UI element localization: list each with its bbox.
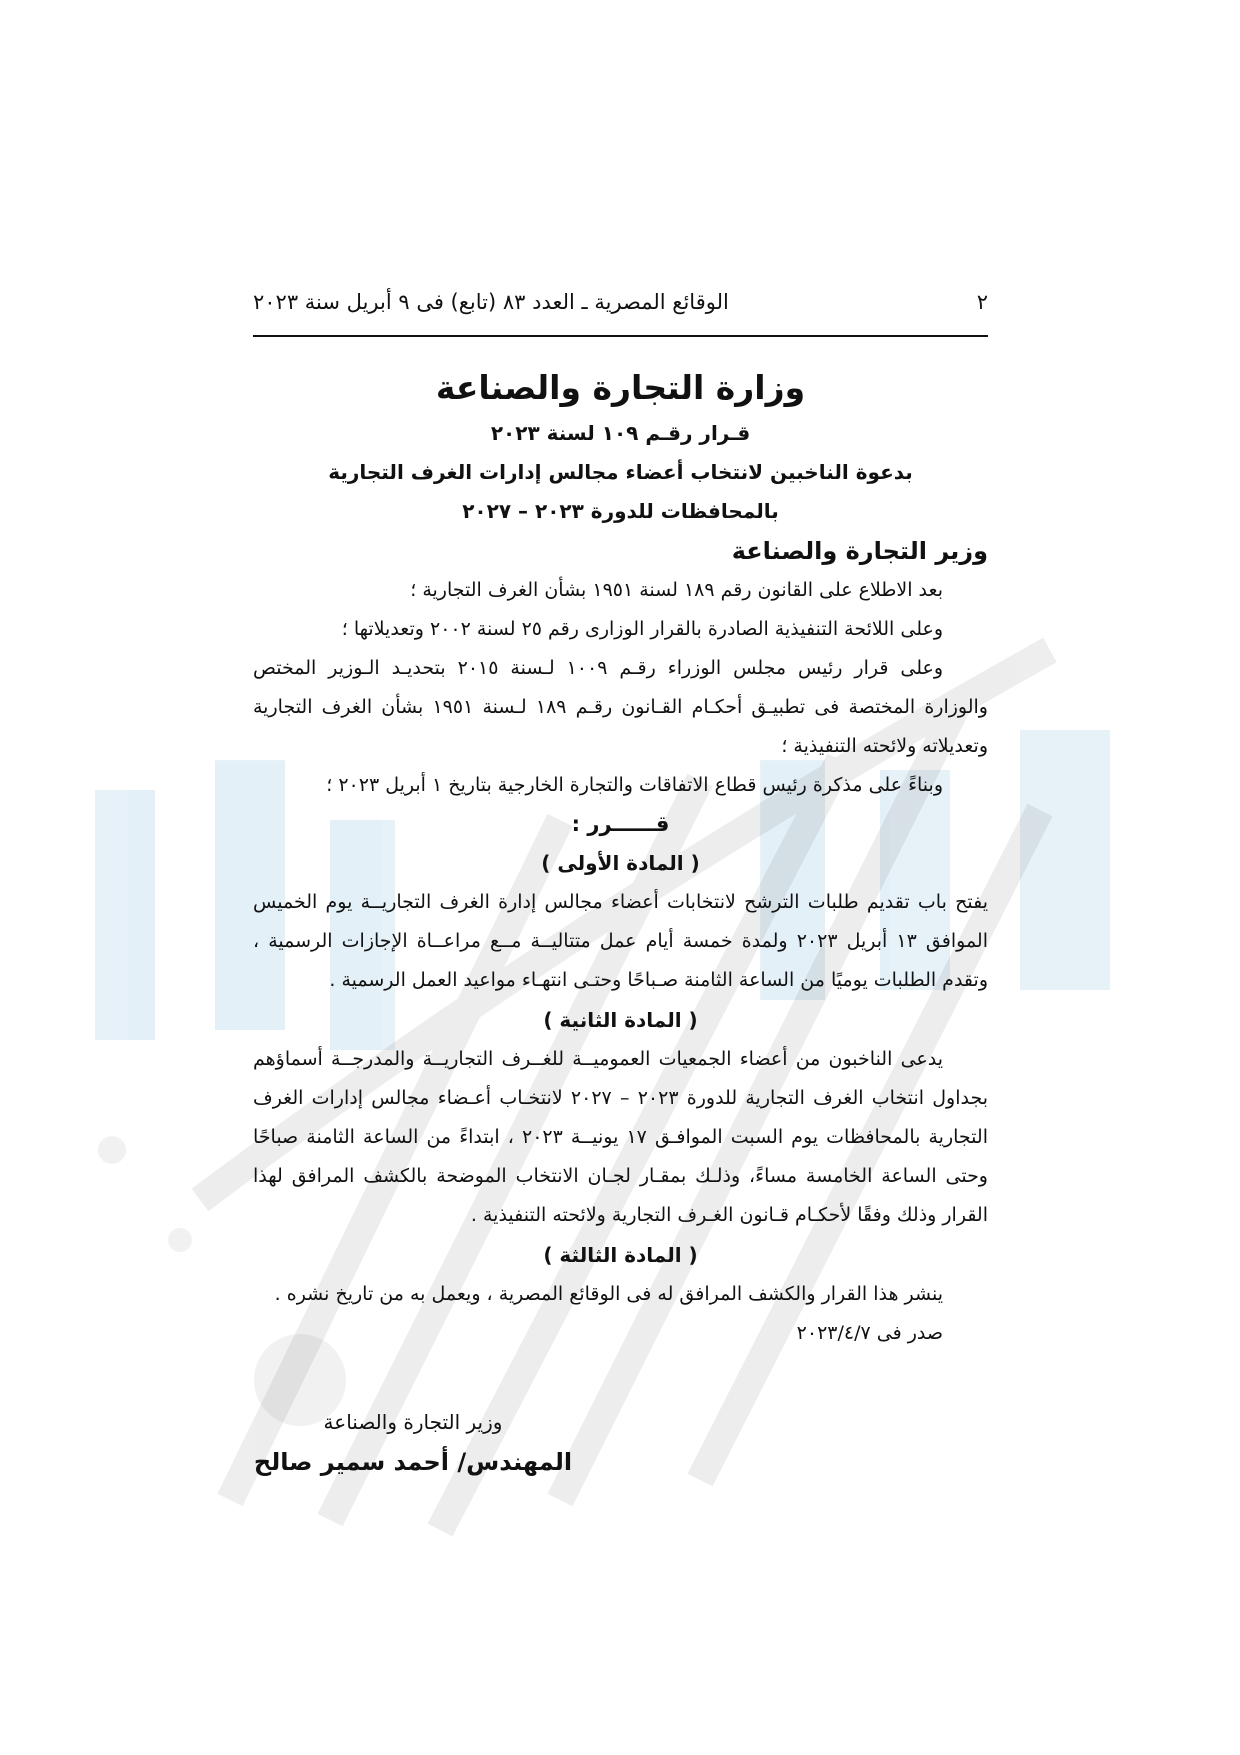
header-rule [253,335,988,337]
article-text: يفتح باب تقديم طلبات الترشح لانتخابات أعضاء مجالس إدارة الغرف التجاريــة يوم الخميس الموافق ١٣ أبريل ٢٠٢٣ ولمدة خمسة أيام عمل متتاليــة مــع مراعــاة الإجازات الرسمية ، وتقدم الطلبات يوميًا من الساعة الثامنة صـباحًا وحتـى انتهـاء مواعيد العمل الرسمية . [253,891,988,991]
article-heading: ( المادة الثالثة ) [543,1243,698,1267]
page-header [253,282,988,322]
preamble-item: وعلى قرار رئيس مجلس الوزراء رقـم ١٠٠٩ لـسنة ٢٠١٥ بتحديـد الـوزير المختص والوزارة المختصة فى تطبيـق أحكـام القـانون رقـم ١٨٩ لـسنة ١٩٥١ بشأن الغرف التجارية وتعديلاته ولائحته التنفيذية ؛ [253,657,988,757]
preamble-item: بعد الاطلاع على القانون رقم ١٨٩ لسنة ١٩٥١ بشأن الغرف التجارية ؛ [410,579,943,601]
decree-body [253,362,988,1353]
article-heading: ( المادة الأولى ) [541,851,700,875]
decree-number: قـرار رقـم ١٠٩ لسنة ٢٠٢٣ [490,421,751,445]
decree-subject-line-1: بدعوة الناخبين لانتخاب أعضاء مجالس إدارات الغرف التجارية [328,460,913,484]
issue-date: صدر فى ٢٠٢٣/٤/٧ [796,1322,943,1344]
signatory-name: المهندس/ أحمد سمير صالح [253,1448,573,1476]
publication-line: الوقائع المصرية ـ العدد ٨٣ (تابع) فى ٩ أبريل سنة ٢٠٢٣ [253,290,729,314]
decree-subject-line-2: بالمحافظات للدورة ٢٠٢٣ – ٢٠٢٧ [462,499,779,523]
signature-block [253,1403,573,1483]
preamble-item: وبناءً على مذكرة رئيس قطاع الاتفاقات والتجارة الخارجية بتاريخ ١ أبريل ٢٠٢٣ ؛ [326,774,943,796]
article-heading: ( المادة الثانية ) [543,1008,698,1032]
decision-word: قــــــرر : [571,812,670,836]
article-text: ينشر هذا القرار والكشف المرافق له فى الوقائع المصرية ، ويعمل به من تاريخ نشره . [274,1283,943,1305]
preamble-item: وعلى اللائحة التنفيذية الصادرة بالقرار الوزارى رقم ٢٥ لسنة ٢٠٠٢ وتعديلاتها ؛ [341,618,943,640]
ministry-title: وزارة التجارة والصناعة [435,368,806,407]
article-text: يدعى الناخبون من أعضاء الجمعيات العموميــة للغــرف التجاريــة والمدرجــة أسماؤهم بجداول انتخاب الغرف التجارية للدورة ٢٠٢٣ – ٢٠٢٧ لانتخـاب أعـضاء مجالس إدارات الغرف التجارية بالمحافظات يوم السبت الموافـق ١٧ يونيــة ٢٠٢٣ ، ابتداءً من الساعة الثامنة صباحًا وحتى الساعة الخامسة مساءً، وذلـك بمقـار لجـان الانتخاب الموضحة بالكشف المرافق لهذا القرار وذلك وفقًا لأحكـام قـانون الغـرف التجارية ولائحته التنفيذية . [253,1048,988,1226]
signatory-title: وزير التجارة والصناعة [323,1410,503,1434]
page-number: ٢ [976,290,988,314]
minister-heading: وزير التجارة والصناعة [731,537,988,565]
